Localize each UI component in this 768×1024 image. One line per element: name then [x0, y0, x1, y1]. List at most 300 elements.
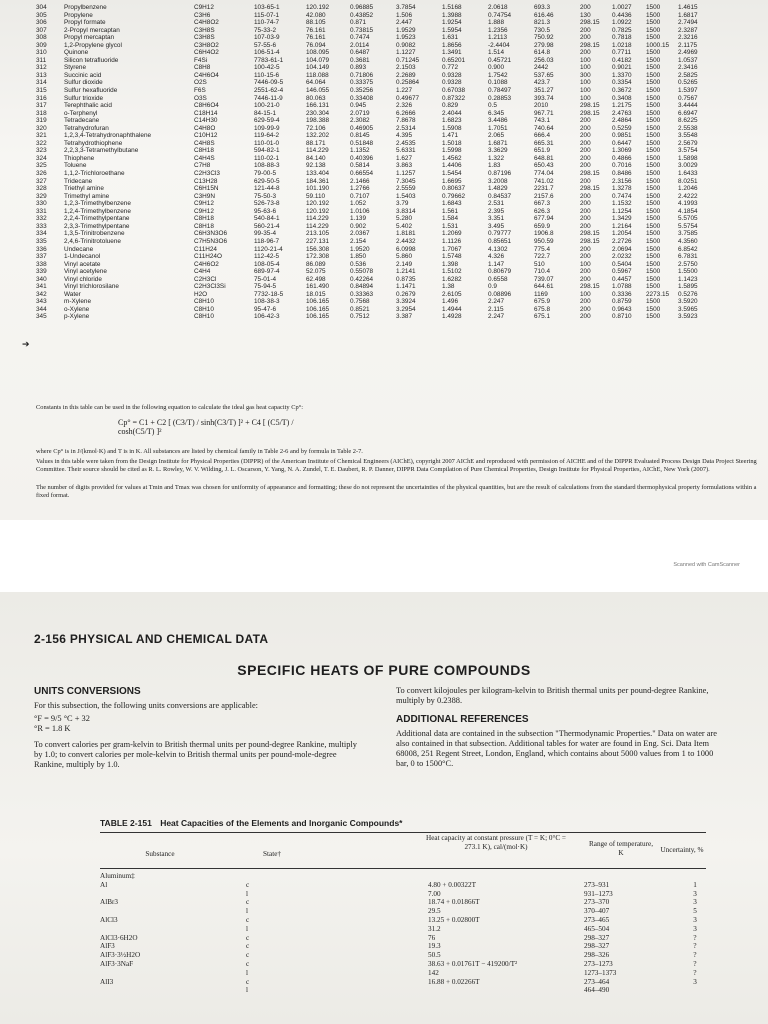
- column-header-uncertainty: Uncertainty, %: [660, 846, 704, 854]
- table-row: [36, 125, 724, 133]
- table-cell: 659.9: [534, 222, 550, 230]
- table-cell: 689-97-4: [254, 268, 280, 276]
- table-row: [36, 298, 724, 306]
- table-cell: 675.9: [534, 298, 550, 306]
- table-cell: 0.79662: [442, 192, 466, 200]
- table-cell: 1169: [534, 290, 548, 298]
- table-cell: 42.080: [306, 11, 326, 19]
- table-cell: 29.5: [428, 907, 441, 916]
- table-cell: 1500: [646, 200, 661, 208]
- table-cell: 330: [36, 200, 47, 208]
- table-cell: 0.33375: [350, 79, 374, 87]
- table-cell: 710.4: [534, 268, 550, 276]
- table-cell: 298–326: [584, 951, 610, 960]
- table-cell: 3: [693, 977, 697, 986]
- table-cell: 100: [580, 290, 591, 298]
- table-cell: 7.00: [428, 889, 441, 898]
- table-cell: 4.326: [488, 253, 504, 261]
- table-cell: 1500: [646, 64, 661, 72]
- table-cell: 1500: [646, 283, 661, 291]
- table-cell: 775.4: [534, 245, 550, 253]
- table-cell: Trimethyl amine: [64, 192, 110, 200]
- table-cell: C11H24O: [194, 253, 222, 261]
- table-cell: 1.7051: [488, 124, 508, 132]
- table-cell: 256.03: [534, 56, 554, 64]
- table-cell: Vinyl trichlorosilane: [64, 283, 119, 291]
- table-cell: 1.6843: [442, 200, 462, 208]
- table-cell: 2.4535: [396, 139, 416, 147]
- table-cell: 0.4436: [612, 11, 632, 19]
- table-cell: 108-88-3: [254, 162, 280, 170]
- table-cell: 2,4,6-Trinitrotoluene: [64, 237, 121, 245]
- table-cell: 106-51-4: [254, 49, 280, 57]
- table-cell: 1.4829: [488, 185, 508, 193]
- table-cell: 106.165: [306, 313, 330, 321]
- table-cell: l: [246, 907, 248, 916]
- table-cell: 1.1254: [612, 207, 632, 215]
- table-cell: 110-15-6: [254, 71, 280, 79]
- table-cell: 62.498: [306, 275, 326, 283]
- table-cell: 423.7: [534, 79, 550, 87]
- table-cell: C9H12: [194, 4, 214, 11]
- table-cell: 100: [580, 260, 591, 268]
- table-cell: 198.388: [306, 117, 330, 125]
- table-cell: Thiophene: [64, 154, 95, 162]
- table-cell: 0.4457: [612, 275, 632, 283]
- table-cell: 332: [36, 215, 47, 223]
- table-cell: 821.3: [534, 19, 550, 27]
- table-row: [36, 27, 724, 35]
- table-cell: 304: [36, 4, 47, 11]
- table-cell: 2.2726: [612, 237, 632, 245]
- table-cell: [428, 986, 576, 995]
- table-cell: 1.506: [396, 11, 412, 19]
- table-cell: 88.105: [306, 19, 326, 27]
- table-cell: 166.131: [306, 102, 330, 110]
- table-cell: 0.5814: [350, 162, 370, 170]
- table-row: [100, 925, 714, 934]
- table-cell: 1500: [646, 230, 661, 238]
- table-row: [36, 110, 724, 118]
- table-cell: 327: [36, 177, 47, 185]
- table-row: [100, 942, 714, 951]
- table-cell: 86.089: [306, 260, 326, 268]
- table-row: [36, 162, 724, 170]
- heat-capacities-table-body: [100, 872, 714, 995]
- table-cell: 118.088: [306, 71, 329, 79]
- table-cell: 750.92: [534, 34, 554, 42]
- units-conversions-heading: UNITS CONVERSIONS: [34, 686, 141, 697]
- table-cell: Triethyl amine: [64, 185, 104, 193]
- table-cell: 1.3069: [612, 147, 632, 155]
- table-cell: 324: [36, 154, 47, 162]
- table-cell: Vinyl acetylene: [64, 268, 107, 276]
- table-row: [36, 132, 724, 140]
- table-cell: 1.9520: [350, 245, 370, 253]
- table-top-rule: [100, 832, 706, 833]
- table-cell: 95-47-6: [254, 305, 277, 313]
- table-cell: 3.495: [488, 222, 504, 230]
- table-cell: 110-02-1: [254, 154, 280, 162]
- table-row: [100, 898, 714, 907]
- table-row: [36, 95, 724, 103]
- table-cell: 200: [580, 222, 591, 230]
- table-cell: 2.5314: [396, 124, 416, 132]
- fahrenheit-formula: °F = 9/5 °C + 32: [34, 714, 90, 723]
- table-cell: 0.9021: [612, 64, 632, 72]
- table-cell: 0.85651: [488, 237, 512, 245]
- table-cell: 0.80679: [488, 268, 512, 276]
- table-cell: 0.25864: [396, 79, 420, 87]
- table-cell: C7H5N3O6: [194, 237, 228, 245]
- table-cell: C8H8: [194, 64, 211, 72]
- table-cell: 2.0232: [612, 253, 632, 261]
- table-cell: 200: [580, 207, 591, 215]
- table-cell: 3.4486: [488, 117, 508, 125]
- table-cell: 0.7825: [612, 26, 632, 34]
- table-cell: 3.5754: [678, 147, 698, 155]
- table-cell: AlCl3·6H2O: [100, 933, 138, 942]
- table-cell: 1.9529: [396, 26, 416, 34]
- table-title: Heat Capacities of the Elements and Inorganic Compounds*: [160, 818, 403, 828]
- table-cell: 1.9523: [396, 34, 416, 42]
- table-cell: 298.15: [580, 170, 600, 178]
- table-cell: Quinone: [64, 49, 89, 57]
- footnote-digits: The number of digits provided for values at Tmin and Tmax was chosen for uniformity of appearance and formatting; these do not represent the uncertainties of the physical quantities, but are the result of calculations from the standard thermophysical property formulations within a fixed format.: [36, 484, 757, 499]
- table-cell: 3: [693, 915, 697, 924]
- table-cell: 101.190: [306, 185, 330, 193]
- additional-references-paragraph: Additional data are contained in the subsection "Thermodynamic Properties." Data on water are also contained in that subsection. Additional tables for water are found in Eng. Sci. Data Item 68008, 251 Regent Street, London, England, which contains about 5000 values from 1 to 1000 bar, 0 to 1500°C.: [396, 729, 718, 768]
- table-cell: 200: [580, 313, 591, 321]
- table-cell: 200: [580, 139, 591, 147]
- table-row: [36, 57, 724, 65]
- table-cell: 0.871: [350, 19, 366, 27]
- table-cell: [100, 986, 222, 995]
- table-cell: 1.9254: [442, 19, 462, 27]
- table-cell: 4.80 + 0.00322T: [428, 880, 476, 889]
- table-cell: 741.02: [534, 177, 554, 185]
- table-cell: 730.5: [534, 26, 550, 34]
- table-cell: 6.8542: [678, 245, 698, 253]
- table-cell: 2.149: [396, 260, 412, 268]
- table-cell: 666.4: [534, 132, 550, 140]
- table-cell: 1.7067: [442, 245, 462, 253]
- bottom-scanned-page: [0, 592, 768, 1024]
- table-cell: 333: [36, 222, 47, 230]
- table-cell: 109-99-9: [254, 124, 280, 132]
- table-cell: 5.860: [396, 253, 412, 261]
- table-cell: 4.3560: [678, 237, 698, 245]
- table-cell: 0.08896: [488, 290, 512, 298]
- table-cell: 5.280: [396, 215, 412, 223]
- table-cell: 273–465: [584, 915, 610, 924]
- table-cell: 115-07-1: [254, 11, 280, 19]
- table-cell: 340: [36, 275, 47, 283]
- table-cell: 1.6433: [678, 170, 698, 178]
- heat-capacity-equation: [118, 418, 318, 444]
- table-cell: 1500: [646, 26, 661, 34]
- table-cell: 6.7831: [678, 253, 698, 261]
- table-cell: 130: [580, 11, 591, 19]
- table-cell: 1500: [646, 162, 661, 170]
- table-cell: C4H4: [194, 268, 211, 276]
- table-cell: 300: [580, 71, 591, 79]
- table-cell: 2.5559: [396, 185, 416, 193]
- table-cell: 279.98: [534, 41, 554, 49]
- table-cell: 200: [580, 305, 591, 313]
- units-conversion-paragraph: To convert calories per gram-kelvin to British thermal units per pound-degree Rankine, multiply by 1.0; to convert calories per mole-kelvin to British thermal units per pound-mole-degree Rankine, multiply by 1.0.: [34, 740, 357, 769]
- table-cell: 120.192: [306, 207, 330, 215]
- table-cell: 1500: [646, 94, 661, 102]
- table-cell: AlF3·3½H2O: [100, 951, 141, 960]
- table-cell: 0.55078: [350, 268, 374, 276]
- table-cell: C4H8O2: [194, 19, 219, 27]
- table-cell: 1.398: [442, 260, 458, 268]
- table-cell: 3.863: [396, 162, 412, 170]
- table-cell: 743.1: [534, 117, 550, 125]
- table-cell: 298.15: [580, 41, 600, 49]
- table-cell: 1500: [646, 34, 661, 42]
- row-pointer-arrow-icon: ➔: [22, 340, 30, 350]
- table-cell: 0.3408: [612, 94, 632, 102]
- table-cell: 200: [580, 49, 591, 57]
- table-cell: 1.38: [442, 283, 455, 291]
- table-cell: 3.3924: [396, 298, 416, 306]
- table-cell: 2.2689: [396, 71, 416, 79]
- table-cell: 0.829: [442, 102, 458, 110]
- table-cell: 50.5: [428, 951, 441, 960]
- table-cell: [576, 872, 676, 881]
- table-cell: Tetrahydrofuran: [64, 124, 109, 132]
- table-row: [36, 12, 724, 20]
- heat-capacity-constants-table: [36, 4, 724, 321]
- table-cell: 0.42264: [350, 275, 374, 283]
- table-cell: 2.0367: [350, 230, 370, 238]
- table-cell: 2.7494: [678, 19, 698, 27]
- table-cell: 2,2,3,3-Tetramethylbutane: [64, 147, 139, 155]
- table-cell: 2.065: [488, 132, 504, 140]
- table-cell: 1.531: [442, 222, 458, 230]
- table-cell: 537.65: [534, 71, 554, 79]
- table-cell: AlBr3: [100, 898, 118, 907]
- table-cell: 967.71: [534, 109, 554, 117]
- table-cell: 318: [36, 109, 47, 117]
- column-header-heat-capacity: Heat capacity at constant pressure (T = K; 0°C = 273.1 K), cal/(mol·K): [426, 834, 566, 851]
- table-cell: 0.67038: [442, 87, 466, 95]
- table-row: [100, 951, 714, 960]
- table-cell: 2,3,3-Trimethylpentane: [64, 222, 130, 230]
- table-cell: 739.07: [534, 275, 554, 283]
- table-cell: 315: [36, 87, 47, 95]
- table-row: [36, 147, 724, 155]
- table-cell: 114.229: [306, 147, 329, 155]
- table-cell: 0.28853: [488, 94, 512, 102]
- table-cell: 1.2046: [678, 185, 698, 193]
- table-cell: 95-63-6: [254, 207, 277, 215]
- table-cell: 2010: [534, 102, 549, 110]
- table-cell: 1500: [646, 185, 661, 193]
- table-cell: 273–464: [584, 977, 610, 986]
- scanner-watermark: Scanned with CamScanner: [673, 562, 740, 568]
- table-row: [36, 238, 724, 246]
- table-row: [36, 140, 724, 148]
- table-cell: 3.79: [396, 200, 409, 208]
- table-cell: 311: [36, 56, 47, 64]
- table-cell: 3: [693, 889, 697, 898]
- table-cell: H2O: [194, 290, 208, 298]
- column-header-state: State†: [263, 850, 281, 858]
- table-cell: 0.3354: [612, 79, 632, 87]
- table-cell: 0.6447: [612, 139, 632, 147]
- table-cell: 108-05-4: [254, 260, 280, 268]
- table-cell: 665.31: [534, 139, 554, 147]
- table-cell: 2.5679: [678, 139, 698, 147]
- table-cell: Succinic acid: [64, 71, 102, 79]
- table-cell: 1.5397: [678, 87, 698, 95]
- table-cell: Aluminum‡: [100, 872, 135, 880]
- table-cell: 0.4866: [612, 154, 632, 162]
- table-cell: 106.165: [306, 305, 330, 313]
- table-cell: F4Si: [194, 56, 208, 64]
- table-cell: 1.2766: [350, 185, 370, 193]
- table-cell: 1,2,3,4-Tetrahydronaphthalene: [64, 132, 152, 140]
- table-cell: 1.5908: [442, 124, 462, 132]
- table-cell: 200: [580, 200, 591, 208]
- table-cell: 64.064: [306, 79, 326, 87]
- table-cell: 1.0106: [350, 207, 370, 215]
- table-cell: 110-01-0: [254, 139, 280, 147]
- table-cell: 614.8: [534, 49, 550, 57]
- table-cell: -2.4404: [488, 41, 510, 49]
- table-cell: 1500: [646, 305, 661, 313]
- table-cell: 2.4969: [678, 49, 698, 57]
- table-cell: C6H4O2: [194, 49, 219, 57]
- table-cell: 2.0114: [350, 41, 370, 49]
- table-cell: c: [246, 915, 250, 924]
- table-cell: 200: [580, 162, 591, 170]
- table-cell: 75-01-4: [254, 275, 277, 283]
- table-cell: 1.2141: [396, 268, 416, 276]
- table-cell: 2.3287: [678, 26, 698, 34]
- table-cell: 648.81: [534, 154, 554, 162]
- table-cell: 1.471: [442, 132, 458, 140]
- table-cell: m-Xylene: [64, 298, 91, 306]
- table-cell: l: [246, 889, 248, 898]
- table-cell: 1500: [646, 268, 661, 276]
- table-row: [36, 261, 724, 269]
- table-row: [36, 193, 724, 201]
- table-cell: 200: [580, 34, 591, 42]
- table-cell: 0.7818: [612, 34, 632, 42]
- table-cell: 0.45721: [488, 56, 512, 64]
- table-cell: 1.5898: [678, 154, 698, 162]
- table-cell: [428, 872, 576, 881]
- table-cell: 321: [36, 132, 47, 140]
- table-cell: 629-50-5: [254, 177, 280, 185]
- table-cell: 200: [580, 268, 591, 276]
- table-cell: 1500: [646, 275, 661, 283]
- table-cell: 2.3156: [612, 177, 632, 185]
- table-cell: 7446-09-5: [254, 79, 284, 87]
- footnote-source: Values in this table were taken from the Design Institute for Physical Properties (DIPPR) of the American Institute of Chemical Engineers (AIChE), copyright 2007 AIChE and reproduced with permission of AICHE and of the DIPPR Evaluated Process Design Data Project Steering Committee. Their source should be cited as R. L. Rowley, W. V. Wilding, J. L. Oscarson, Y. Yang, N. A. Zundel, T. E. Daubert, R. P. Danner, DIPPR Data Compilation of Pure Chemical Properties, Design Institute for Physical Properties, AIChE, New York (2007).: [36, 458, 757, 473]
- table-cell: C13H28: [194, 177, 218, 185]
- table-cell: 3.7585: [678, 230, 698, 238]
- table-cell: ?: [693, 959, 697, 968]
- table-cell: 2.3082: [350, 117, 370, 125]
- table-cell: 0.7474: [350, 34, 370, 42]
- table-cell: 0.7107: [350, 192, 370, 200]
- table-cell: 931–1273: [584, 889, 613, 898]
- table-cell: 2.4763: [612, 109, 632, 117]
- table-cell: 314: [36, 79, 47, 87]
- table-cell: C2H3Cl3Si: [194, 283, 226, 291]
- table-cell: 57-55-6: [254, 41, 277, 49]
- table-cell: 1.0218: [612, 41, 632, 49]
- table-cell: 319: [36, 117, 47, 125]
- table-cell: 2.5825: [678, 71, 698, 79]
- table-cell: C3H9N: [194, 192, 215, 200]
- table-cell: 1.8656: [442, 41, 462, 49]
- table-cell: 0.8145: [350, 132, 370, 140]
- table-cell: ?: [693, 933, 697, 942]
- table-cell: 1.6282: [442, 275, 462, 283]
- table-cell: Toluene: [64, 162, 87, 170]
- table-cell: 0.79777: [488, 230, 512, 238]
- table-cell: 0.66554: [350, 170, 374, 178]
- table-cell: 1.1257: [396, 170, 416, 178]
- table-cell: 2.326: [396, 102, 412, 110]
- table-cell: 200: [580, 253, 591, 261]
- table-cell: 0.6487: [350, 49, 370, 57]
- table-cell: 100: [580, 87, 591, 95]
- table-cell: Vinyl acetate: [64, 260, 101, 268]
- table-cell: 2.3416: [678, 64, 698, 72]
- table-cell: 298.15: [580, 185, 600, 193]
- table-cell: 0.5265: [678, 79, 698, 87]
- table-cell: 0.43852: [350, 11, 374, 19]
- table-cell: c: [246, 977, 250, 986]
- table-cell: 3.351: [488, 215, 504, 223]
- table-row: [36, 291, 724, 299]
- table-cell: 1500: [646, 49, 661, 57]
- table-cell: 0.772: [442, 64, 458, 72]
- table-cell: 172.308: [306, 253, 330, 261]
- table-cell: 7446-11-9: [254, 94, 283, 102]
- table-cell: Tetradecane: [64, 117, 100, 125]
- table-cell: 2231.7: [534, 185, 554, 193]
- table-cell: 2442: [534, 64, 549, 72]
- table-cell: F6S: [194, 87, 206, 95]
- rankine-formula: °R = 1.8 K: [34, 724, 71, 733]
- table-cell: 7.3045: [396, 177, 416, 185]
- table-cell: 1.5168: [442, 4, 462, 11]
- table-row: [36, 223, 724, 231]
- table-cell: 5.6331: [396, 147, 416, 155]
- table-cell: C4H6O4: [194, 71, 219, 79]
- table-cell: 675.8: [534, 305, 550, 313]
- table-cell: 0.4182: [612, 56, 632, 64]
- table-number: TABLE 2-151: [100, 818, 152, 828]
- table-cell: 106.165: [306, 298, 330, 306]
- table-cell: 1500: [646, 170, 661, 178]
- table-cell: 1.4944: [442, 305, 462, 313]
- table-cell: Propyl mercaptan: [64, 34, 115, 42]
- table-row: [100, 872, 714, 881]
- table-cell: 343: [36, 298, 47, 306]
- table-row: [36, 155, 724, 163]
- table-cell: o-Terphenyl: [64, 109, 98, 117]
- table-cell: 2.0694: [612, 245, 632, 253]
